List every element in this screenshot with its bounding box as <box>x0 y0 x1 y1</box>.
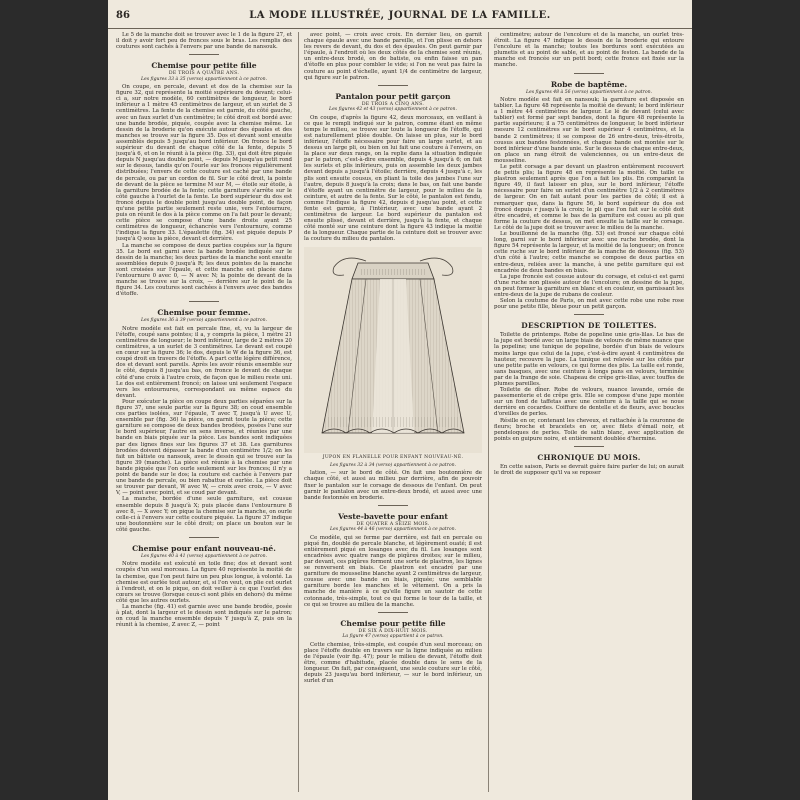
paragraph: La manche se compose de deux parties coupées sur la figure 35. Le bord est garni avec la bande brodée indiquée sur le dessin de la manche; les deux parties de la manche sont ensuite assemblées depuis 0 jusqu'à R; les deux pointes de la manche sont croisées sur l'épaule, et cette manche est placée dans l'entournure 0 avec 0, — N avec N; la pointe de devant de la manche se trouve sur la croix, — derrière sur le point de la figure 34. Les coutures sont cachées à l'envers avec des bandes d'étoffe. <box>116 242 292 298</box>
section-title: Chemise pour petite fille <box>340 618 446 628</box>
paragraph: Notre modèle est exécuté en toile fine; dos et devant sont coupés d'un seul morceau. La figure 40 représente la moitié de la chemise, que l'on peut faire un peu plus longue, à volonté. La chemise est ourlée tout autour, et, si l'on veut, on plie cet ourlet à l'endroit, et on le pique, on doit veiller à ce que l'ourlet des cœurs se trouve (lorsque ceux-ci sont pliés en dehors) du même côté que les autres ourlets. <box>116 561 292 604</box>
section-title: CHRONIQUE DU MOIS. <box>537 452 641 462</box>
column-divider <box>298 32 299 792</box>
paragraph: On coupe, d'après la figure 42, deux morceaux, en veillant à ce que le rempli indiqué sur le patron, comme étant en même temps le milieu, se trouve sur toute la longueur de l'étoffe, qui est naturellement pliée double. On laisse un plus, sur le bord inférieur, l'étoffe nécessaire pour faire un large surlet, et au dessus un large pli, ou bien on lui fait une couture à l'envers, on la place sur deux rangs, on la replie dans la situation indiquée par le patron, c'est-à-dire ensemble, depuis 4 jusqu'à 6; on fait les surlets et plis inférieurs, puis on assemble les deux jambes devant depuis a jusqu'à l'étoile; derrière, depuis 4 jusqu'à c, les plis sont ensuite cousus, en pliant la toile des jambes l'une sur l'autre, depuis 8 jusqu'à la croix; dans le bas, on fait une bande d'étoffe ayant un centimètre de largeur, pour le milieu de la ceinture, et autre de la fente. Sur le côté, le pantalon est fendu, comme l'indique la figure 42, depuis d jusqu'au point, et cette fente est garnie, à l'intérieur, avec une bande ayant 2 centimètres de largeur. Le bord supérieur du pantalon est ensuite plissé, devant et derrière, jusqu'à la fente, et chaque côté monté sur une ceinture dont la figure 43 indique la moitié de la longueur. Chaque partie de la ceinture doit se trouver avec la couture du milieu du pantalon. <box>304 114 482 243</box>
newspaper-page <box>108 0 692 800</box>
section-rule <box>378 505 408 506</box>
section-rule <box>574 73 604 74</box>
column-1 <box>116 32 292 792</box>
section-age: DE TROIS A QUATRE ANS. <box>168 71 240 77</box>
section-age: DE QUATRE A SEIZE MOIS. <box>356 521 430 527</box>
section-title: Robe de baptême. <box>550 79 628 89</box>
paragraph: On coupe, en percale, devant et dos de la chemise sur la figure 32, qui représente la moitié supérieure du devant; celui-ci a, sur notre modèle, 60 centimètres de longueur, le bord inférieur a 1 mètre 45 centimètres de largeur, et un surlet de 3 centimètres. La fente de la chemise est garnie, du côté gauche, avec un faux surlet d'un centimètre; le côté droit est bordé avec une bande brodée, piquée, coupée avec la chemise même. Le dessin de la broderie qu'on exécute autour des épaules et des manches se trouve sur la figure 35. Dos et devant sont ensuite assemblés depuis 5 jusqu'au bord inférieur. On fronce le bord supérieur du devant de chaque côté de la fente, depuis 5 jusqu'à 6, et on le réunit à la pièce (fig. 33), qui doit être piquée depuis N jusqu'au double point, — depuis M jusqu'au petit rond sur le dessus, tandis qu'on l'ourle sur les fronces régulièrement distribuées; l'envers de cette couture est caché par une bande de percale, ou par un cordon de fil. Sur le côté droit, la pointe de devant de la pièce se termine M sur M, — étoile sur étoile, à la garniture brodée de la fente; cette garniture s'arrête sur le côté gauche à l'ourlet de la fente. Le bord supérieur du dos est froncé depuis le double point jusqu'au double point, de façon qu'une petite partie seulement reste unie, vers l'entournure, puis on réunit le dos à la pièce comme on l'a fait pour le devant; cette pièce se compose d'une bande droite ayant 25 centimètres de longueur, échancrée vers l'entournure, comme l'indique la figure 33. L'épaulette (fig. 34) est piquée depuis P jusqu'à Q sous la pièce, devant et derrière. <box>116 84 292 243</box>
paragraph: Ce modèle, qui se ferme par derrière, est fait en percale ou piqué fin, doublé de percale blanche, et légèrement ouaté; il est entièrement piqué en losanges avec du fil. Les losanges sont encadrées avec quatre rangs de piqûres droites; sur le milieu, par devant, ces piqûres forment une sorte de plastron, les lignes se renversent en biais. Ce plastron est encadré par une garniture de mousseline blanche ayant 2 centimètres de largeur, cousue avec une bande en biais, piquée; une semblable garniture borde les manches et le vêtement. On a pris la manche de manière à ce qu'elle figure un sautoir de cette cotonnade, très-simple, tout ce qui forme le tour de la taille, et ce qui se trouve au milieu de la manche. <box>304 534 482 608</box>
paragraph: La jupe froncée est cousue autour du corsage, et celui-ci est garni d'une ruche non plissée autour de l'encolure; on dessine de la jupe, on peut former la garniture en blanc et en couleur, en garnissant les entre-deux de la jupe de rubans de couleur. <box>494 273 684 298</box>
paragraph: La manche, bordée d'une seule garniture, est cousue ensemble depuis 8 jusqu'à X; puis placée dans l'entournure 8 avec 8, — X avec Y; on pique la chemise sur la manche, on ourle celle-ci à l'envers sur cette couture piquée. La figure 37 indique une boutonnière sur le côté droit; on place un bouton sur le côté gauche. <box>116 496 292 533</box>
paragraph: La manche (fig. 41) est garnie avec une bande brodée, posée à plat, dont la largeur et le dessin sont indiqués sur le patron; on coud la manche ensemble depuis Y jusqu'à Z, puis on la réunit à la chemise, Z avec Z, — point <box>116 604 292 629</box>
section-rule <box>189 301 219 302</box>
section-rule <box>574 446 604 447</box>
section-rule <box>378 612 408 613</box>
section-title: Veste-bavette pour enfant <box>338 511 448 521</box>
section-title: Pantalon pour petit garçon <box>335 91 451 101</box>
section-age: DE SIX A DIX-HUIT MOIS. <box>358 628 428 634</box>
paragraph: Cette chemise, très-simple, est coupée d'un seul morceau; on place l'étoffe double en travers sur la ligne indiquée au milieu de l'épaule (voir fig. 47); pour le milieu de devant, l'étoffe doit être, comme d'habitude, placée double dans le sens de la longueur. On fait, par conséquent, une seule couture sur le côté, depuis 23 jusqu'au bord inférieur, — sur le bord inférieur, un surlet d'un <box>304 641 482 685</box>
column-2 <box>304 32 482 792</box>
section-title: Chemise pour petite fille <box>151 61 257 71</box>
section-pattern-note: Les figures 44 à 46 (verso) appartiennent à ce patron. <box>329 527 457 533</box>
paragraph: Le 5 de la manche doit se trouver avec le 1 de la figure 27, et il doit y avoir fort peu de fronces sous le bras. Les remplis des coutures sont cachés à l'envers par une bande de nansouk. <box>116 32 292 51</box>
paragraph: Selon la coutume de Paris, on met avec cette robe une robe rose pour une petite fille, bleue pour un petit garçon. <box>494 298 684 311</box>
figure-caption: JUPON EN FLANELLE POUR ENFANT NOUVEAU-NÉ. <box>322 454 464 460</box>
section-rule <box>378 85 408 86</box>
paragraph: Toilette de dîner. Robe de velours, nuance lavande, ornée de passementerie et de crêpe gris. Elle se compose d'une jupe montée sur un fond de taffetas avec une ceinture à la taille qui se noue derrière en cocardes. Coiffure de dentelle et de fleurs, avec boucles d'oreilles de perles. <box>494 387 684 418</box>
paragraph: Le bouillonné de la manche (fig. 53) est froncé sur chaque côté long, garni sur le bord inférieur avec une ruche brodée, dont la figure 54 représente la largeur, et la moitié de la longueur; on fronce cette ruche sur le bord inférieur de la manche de dessous (fig. 53) d'un côté à l'autre; cette manche se compose de deux parties en entre-deux, reliées avec la manche, à une petite garniture qui est encadrée de deux bandes en biais. <box>494 231 684 274</box>
jupon-illustration <box>304 247 482 453</box>
section-pattern-note: Les figures 33 à 35 (verso) appartiennent à ce patron. <box>140 76 268 82</box>
section-rule <box>189 54 219 55</box>
paragraph: En cette saison, Paris se devrait guère faire parler de lui; on aurait le droit de supposer qu'il va se reposer <box>494 463 684 477</box>
section-pattern-note: Les figures 40 à 41 (verso) appartiennent à ce patron. <box>140 553 268 559</box>
section-pattern-note: Les figures 36 à 39 (verso) appartiennent à ce patron. <box>140 318 268 324</box>
section-pattern-note: La figure 47 (verso) appartient à ce patron. <box>342 634 444 640</box>
section-rule <box>574 314 604 315</box>
figure-pattern-note: Les figures 32 à 34 (verso) appartiennent à ce patron. <box>329 462 457 468</box>
paragraph: Notre modèle est fait en percale fine, et, vu la largeur de l'étoffe, coupé sans pointes; il a, y compris la pièce, 1 mètre 21 centimètres de longueur; le bord inférieur, large de 2 mètres 20 centimètres, a un surlet de 3 centimètres. Le devant est coupé en cœur sur la figure 36; le dos, depuis le W de la figure 36, est coupé droit en travers de l'étoffe. A part cette légère différence, dos et devant sont pareils. Après les avoir réunis ensemble sur le côté, depuis 8 jusqu'au bas, on fronce le devant de chaque côté d'une croix à l'autre croix, de façon que le milieu reste uni. Le dos est entièrement froncé; on laisse uni seulement l'espace vers les entournures, correspondant au même espace du devant. <box>116 325 292 399</box>
column-divider <box>488 32 489 792</box>
paragraph: Notre modèle est fait en nansouk; la garniture est disposée en tablier. La figure 48 représente la moitié de devant; le bord inférieur a 1 mètre 44 centimètres de largeur. Le lé de devant (celui avec tablier) est formé par sept bandes, dont la figure 48 représente la partie supérieure; il a 75 centimètres de longueur, le bord inférieur mesure 12 centimètres sur le bord supérieur 4 centimètres, et la bande 2 centimètres; il se compose de 26 entre-deux, très-étroits, cousus aux bandes festonnées, et chaque bande est montée sur le bord inférieur d'une bande unie. Sur le dessus de chaque entre-deux, on place un rang étroit de valenciennes, ou un entre-deux de mousseline. <box>494 96 684 164</box>
section-pattern-note: Les figures 42 et 43 (verso) appartiennent à ce patron. <box>329 107 457 113</box>
running-head: LA MODE ILLUSTRÉE, JOURNAL DE LA FAMILLE. <box>249 10 551 21</box>
section-age: DE TROIS A CINQ ANS. <box>361 101 425 107</box>
column-3 <box>494 32 684 792</box>
page-header <box>108 6 692 29</box>
section-rule <box>189 537 219 538</box>
paragraph: avec point, — croix avec croix. En dernier lieu, on garnit chaque épaule avec une bande pareille, et l'on plisse en dehors les revers de devant, du dos et des épaules. On peut garnir par l'épaule, à l'endroit où les deux côtés de la chemise sont réunis, un entre-deux brodé, on de batiste, ou enfin faisse un pan d'étoffe en plus pour combler le vide; si l'on ne veut pas faire la couture au point d'échelle, ayant 1/4 de centimètre de largeur, qui figure sur le patron. <box>304 32 482 81</box>
section-title: Chemise pour femme. <box>157 308 251 318</box>
page-number: 86 <box>116 10 130 21</box>
paragraph: Pour exécuter la pièce on coupe deux parties séparées sur la figure 37, une seule partie sur la figure 38; on coud ensemble ces parties isolées, sur l'épaule, T avec T, jusqu'à U avec U, ensemble par (fig. 36) la pièce, on garnit toute la pièce; cette garniture se compose de deux bandes brodées, posées l'une sur le bord supérieur, l'autre en sens inverse, et réunies par une bande en biais piquée sur la pièce. Les bandes sont indiquées par des lignes fines sur les figures 37 et 38. Les garnitures brodées doivent dépasser la bande d'un centimètre 1/2; on les fait un bâtiste ou nansouk, avec le dessin qui se trouve sur la figure 39 (manche). La pièce est réunie à la chemise par une bande piquée que l'on ourle seulement sur les fronces; il n'y a point de bande sur le dos; la couture est cachée à l'envers par une bande de percale, ou bien rabattue et ourlée. La pièce doit se trouver par devant, W avec W, — croix avec croix, — V avec V, — point avec point, et se coud par devant. <box>116 398 292 497</box>
section-title: Chemise pour enfant nouveau-né. <box>132 543 276 553</box>
paragraph: Résille en or, contenant les cheveux, et rattachée à la couronne de fleurs; broche et bracelets en or, avec filets d'émail noir, et pendeloques de perles. Toile de satin blanc, avec application de points en guipure noire, et entièrement doublée d'hermine. <box>494 417 684 442</box>
section-title: DESCRIPTION DE TOILETTES. <box>521 321 657 331</box>
section-pattern-note: Les figures 48 à 56 (verso) appartiennent à ce patron. <box>525 89 653 95</box>
paragraph: Toilette de printemps. Robe de popeline unie gris-lilas. Le bas de la jupe est bordé avec un large biais de velours de même nuance que la popeline; une tunique de popeline, bordée d'un biais de velours moins large que celui de la jupe, c'est-à-dire ayant 4 centimètres de hauteur, recouvre la jupe. La tunique est relevée sur les côtés par une petite patte en velours, ce qui forme des plis. La taille est ronde, sans basques, avec une ceinture à longs pans en velours, terminée par de la frange de soie. Chapeau de crêpe gris-lilas, avec touffes de plumes pareilles. <box>494 332 684 387</box>
paragraph: lation, — sur le bord de côté. On fait une boutonnière de chaque côté, et aussi au milieu par derrière, afin de pouvoir fixer le pantalon sur le corsage de dessous de l'enfant. On peut garnir le pantalon avec un entre-deux brodé, et aussi avec une bande festonnée en broderie. <box>304 470 482 501</box>
paragraph: Le petit corsage a par devant un plastron entièrement recouvert de petits plis; la figure 48 en représente la moitié. On taille ce plastron seulement après que l'on a fait les plis. En comparant la figure 49, il faut laisser en plus, sur le bord inférieur, l'étoffe nécessaire pour faire un surlet d'un centimètre 1/2 à 2 centimètres de largeur. On en fait autant pour les parties de côté; il est à remarquer que, dans la figure 56, le bord supérieur du dos est froncé depuis r jusqu'à la croix; le pli que l'on fait sur le côté doit être encadré, et comme le bas de la garniture est cousu au pli que forme la couture de dessus, on met ensuite la taille sur le corsage. Le côté de la jupe doit se trouver avec le milieu de la manche. <box>494 164 684 231</box>
paragraph: centimètre; autour de l'encolure et de la manche, un ourlet très-étroit. La figure 47 indique le dessin de la broderie qui entoure l'encolure et la manche; toutes les bordures sont exécutées au plumetis et au point de sable, et au point de feston. La bande de la manche est froncée sur un petit bord; cette fronce est fixée sur la manche. <box>494 32 684 69</box>
